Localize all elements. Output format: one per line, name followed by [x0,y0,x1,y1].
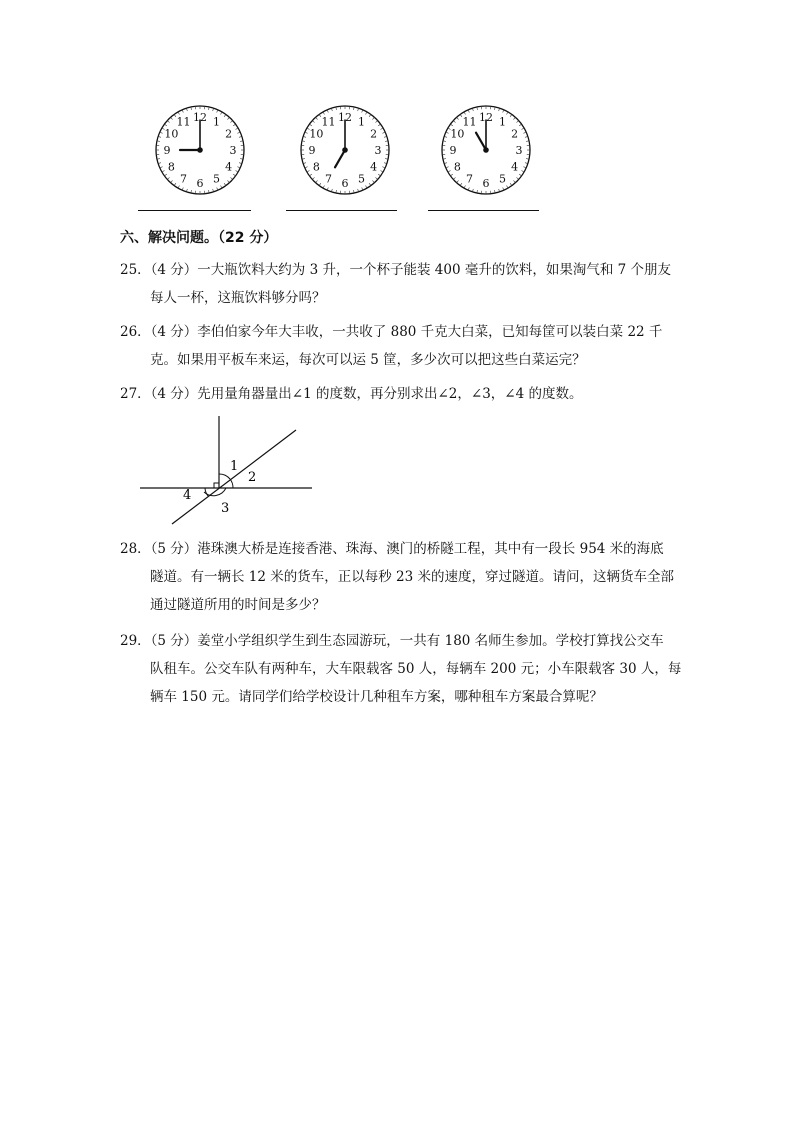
clock-tick [457,117,459,119]
angle-label-3: 3 [221,501,230,516]
clock-center [483,147,489,153]
clock-tick [375,121,377,123]
question-line: 27．（4 分）先用量角器量出∠1 的度数，再分别求出∠2，∠3，∠4 的度数。 [120,386,583,402]
clock-tick [464,186,466,189]
clock-tick [309,124,311,126]
clock-numeral: 10 [450,127,465,141]
clock-numeral: 7 [466,172,473,186]
clock-tick [236,128,239,130]
clock-tick [178,112,180,115]
angle-label-4: 4 [183,488,192,503]
clock-numeral: 12 [193,111,207,124]
clock-numeral: 3 [229,144,237,157]
clock-tick [316,117,318,119]
clock-tick [312,121,314,123]
clock-tick [366,112,368,115]
clock-tick [448,171,451,173]
clock-tick [307,171,310,173]
clock-numeral: 6 [482,177,490,190]
clock-numeral: 8 [312,160,320,174]
question-27 [120,380,680,408]
question-29 [120,627,680,711]
clock-numeral: 5 [213,172,220,186]
clock-numeral: 2 [225,127,233,141]
clock-tick [224,114,226,116]
clock-numeral: 7 [325,172,332,186]
clock-tick [453,177,455,179]
clock-tick [522,171,525,173]
angle-arc-2 [230,479,233,488]
question-line: 25．（4 分）一大瓶饮料大约为 3 升，一个杯子能装 400 毫升的饮料，如果淘气和 7 个朋友 [120,262,672,278]
clock-tick [513,117,515,119]
clock-tick [224,183,226,185]
question-28 [120,535,680,619]
clock-numeral: 3 [374,144,382,157]
clock-tick [457,180,459,182]
clock-numeral: 5 [499,172,506,186]
clock-numeral: 9 [163,144,171,157]
clock-tick [516,177,518,179]
question-line: 29．（5 分）姜堂小学组织学生到生态园游玩，一共有 180 名师生参加。学校打算找公交车 [120,633,664,649]
clock-numeral: 9 [308,144,316,157]
clock-center [197,147,203,153]
clock-tick [453,121,455,123]
clock-numeral: 8 [453,160,461,174]
right-angle-mark [214,483,219,488]
angle-arc-1 [219,474,230,479]
angle-label-1: 1 [230,459,239,474]
question-25 [120,256,680,312]
clock-tick [522,128,525,130]
angle-arc-4 [205,488,208,496]
clock-1 [150,100,250,200]
clock-tick [366,186,368,189]
clock-numeral: 10 [309,127,324,141]
clock-tick [227,117,229,119]
clock-tick [323,186,325,189]
clock-tick [221,186,223,189]
clock-tick [171,180,173,182]
clock-tick [381,128,384,130]
clock-3 [436,100,536,200]
clock-tick [507,186,509,189]
clock-tick [519,174,521,176]
clock-tick [450,174,452,176]
clock-numeral: 7 [180,172,187,186]
clock-tick [178,186,180,189]
clock-numeral: 5 [358,172,365,186]
question-26 [120,318,680,374]
clock-numeral: 6 [196,177,204,190]
clock-tick [233,174,235,176]
clock-numeral: 6 [341,177,349,190]
clock-tick [381,171,384,173]
clock-numeral: 1 [499,115,506,129]
clock-center [342,147,348,153]
question-line: 26．（4 分）李伯伯家今年大丰收，一共收了 880 千克大白菜，已知每筐可以装白菜 22 千 [120,324,663,340]
clock-tick [221,112,223,115]
clock-numeral: 2 [370,127,378,141]
clock-numeral: 3 [515,144,523,157]
slanted-line [172,430,296,524]
clock-tick [510,114,512,116]
question-line: 28．（5 分）港珠澳大桥是连接香港、珠海、澳门的桥隧工程，其中有一段长 954 米的海底 [120,541,664,557]
clock-tick [227,180,229,182]
answer-line-1[interactable] [138,210,251,211]
clock-numeral: 12 [338,111,352,124]
section-title: 六、解决问题。（22 分） [120,230,278,246]
question-line: 克。如果用平板车来运，每次可以运 5 筐，多少次可以把这些白菜运完？ [150,352,586,368]
angle-figure [138,412,314,528]
hour-hand [335,150,345,167]
clock-numeral: 4 [370,160,378,174]
answer-line-2[interactable] [286,210,397,211]
clock-tick [164,174,166,176]
question-line: 通过隧道所用的时间是多少？ [150,597,326,613]
clock-tick [510,183,512,185]
clock-tick [378,174,380,176]
clock-numeral: 11 [321,115,336,129]
clock-figures [138,100,548,215]
question-line: 辆车 150 元。请同学们给学校设计几种租车方案，哪种租车方案最合算呢？ [150,689,603,705]
clock-tick [233,124,235,126]
clock-tick [369,114,371,116]
clock-tick [323,112,325,115]
clock-numeral: 4 [511,160,519,174]
clock-numeral: 1 [358,115,365,129]
clock-numeral: 11 [176,115,191,129]
question-line: 队租车。公交车队有两种车，大车限载客 50 人，每辆车 200 元；小车限载客 30 人，每 [150,661,682,677]
answer-line-3[interactable] [428,210,539,211]
clock-tick [230,121,232,123]
clock-tick [378,124,380,126]
clock-numeral: 9 [449,144,457,157]
clock-numeral: 2 [511,127,519,141]
clock-tick [236,171,239,173]
clock-numeral: 11 [462,115,477,129]
clock-tick [164,124,166,126]
clock-tick [507,112,509,115]
clock-numeral: 4 [225,160,233,174]
clock-tick [464,112,466,115]
clock-tick [162,171,165,173]
clock-tick [450,124,452,126]
clock-numeral: 10 [164,127,179,141]
clock-tick [372,117,374,119]
hour-hand [476,133,486,150]
clock-tick [372,180,374,182]
clock-tick [309,174,311,176]
clock-tick [319,183,321,185]
angle-label-2: 2 [248,470,257,485]
clock-numeral: 8 [167,160,175,174]
clock-numeral: 12 [479,111,493,124]
clock-tick [516,121,518,123]
question-line: 隧道。有一辆长 12 米的货车，正以每秒 23 米的速度，穿过隧道。请问，这辆货车全部 [150,569,675,585]
clock-tick [519,124,521,126]
clock-tick [460,183,462,185]
clock-tick [369,183,371,185]
clock-tick [167,121,169,123]
clock-tick [174,183,176,185]
clock-tick [375,177,377,179]
clock-tick [513,180,515,182]
clock-tick [312,177,314,179]
clock-numeral: 1 [213,115,220,129]
clock-tick [316,180,318,182]
question-line: 每人一杯，这瓶饮料够分吗？ [150,290,326,306]
clock-2 [295,100,395,200]
clock-tick [171,117,173,119]
clock-tick [230,177,232,179]
clock-tick [167,177,169,179]
